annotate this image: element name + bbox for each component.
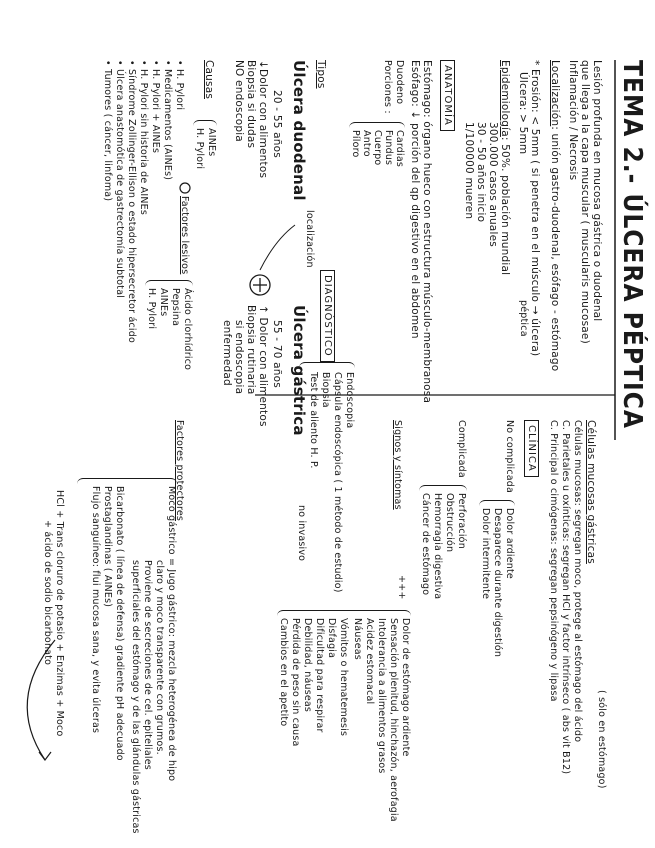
erosion-line: * Erosión: < 5mm ( si penetra en el músculo → úlcera): [529, 60, 541, 357]
factor-lesivo-3: AINEs: [158, 288, 169, 317]
localizacion-text: : unión gastro-duodenal, esófago - estómago: [549, 126, 561, 372]
signo-11: Cambios en el apetito: [278, 618, 289, 727]
tipos-localizacion-note: localización: [304, 210, 315, 268]
epidemiologia-line-1: [499, 60, 511, 275]
celulas-line-1: Células mucosas: segregan moco, protege al estómago del ácido: [572, 420, 583, 743]
gastrica-line-5: enfermedad: [221, 320, 233, 386]
no-complicada-item-3: Dolor intermitente: [480, 508, 491, 600]
no-complicada-item-1: Dolor ardiente: [504, 508, 515, 579]
complicada-item-3: Hemorragia digestiva: [432, 493, 443, 600]
signo-8: Dificultad para respirar: [314, 618, 325, 733]
page-title: TEMA 2.- ÚLCERA PÉPTICA: [617, 60, 647, 429]
causa-item-1: • H. Pylori: [174, 60, 185, 111]
causa-item-2: • Medicamentos (AINEs): [162, 60, 173, 181]
diagnostico-item-4: Test de aliento H. P.: [308, 372, 319, 469]
protector-6: Prostaglandinas ( AINEs): [102, 486, 113, 608]
porciones-brace: [349, 122, 405, 129]
ulcera-gastrica-title: Úlcera gástrica: [290, 305, 308, 436]
protector-5: Bicarbonato ( línea de defensa) gradiente pH adecuado: [114, 486, 125, 761]
causa-main-1: AINEs: [206, 128, 217, 157]
complicada-label: Complicada: [456, 420, 467, 478]
causa-item-6: • Úlcera anastomótica de gastrectomía subtotal: [114, 60, 125, 299]
porcion-antro: Antro: [361, 130, 372, 157]
causa-item-4: • H. Pylori sin historia de AINEs: [138, 60, 149, 216]
gastrica-line-2: ↑ Dolor con alimentos: [257, 305, 269, 427]
causa-item-7: • Tumores ( cáncer, linfoma): [102, 60, 113, 202]
diagnostico-endo-note: no invasivo: [296, 505, 307, 562]
intro-line-3: Inflamación / Necrosis: [567, 60, 579, 181]
diagnostico-item-2: Cápsula endoscópica ( 1 método de estudio): [332, 372, 343, 593]
signos-plus: +++: [396, 575, 407, 600]
duodenal-line-3: Biopsia si dudas: [245, 60, 257, 149]
duodeno-label: Duodeno: [394, 60, 405, 105]
causa-item-3: • H. Pylori + AINEs: [150, 60, 161, 154]
gastrica-line-3: Biopsia rutinaria: [245, 305, 257, 395]
epidemiologia-label: Epidemiología: [499, 60, 511, 137]
tipos-label: Tipos: [315, 60, 327, 89]
diagnostico-item-3: Biopsia: [320, 372, 331, 408]
gastrica-line-1: 55 - 70 años: [271, 320, 283, 388]
anatomia-line-2: Esófago: ↓ porción del qp digestivo en el abdomen: [409, 60, 421, 339]
localizacion-label: Localización: [549, 60, 561, 127]
signo-3: Intolerancia a alimentos grasos: [376, 618, 387, 774]
complicada-item-2: Obstrucción: [444, 493, 455, 553]
protector-1: Moco gástrico = Jugo gástrico: mezcla heterogénea de hipo: [166, 486, 177, 782]
clinica-box: CLÍNICA: [524, 420, 539, 477]
causas-brace: [193, 120, 217, 126]
porcion-fundus: Fundus: [383, 130, 394, 166]
celulas-note: ( sólo en estómago): [596, 690, 607, 789]
epidemiologia-line-4: 1/100000 mueren: [463, 122, 475, 220]
factor-lesivo-4: H. Pylori: [146, 288, 157, 330]
signos-brace: [277, 610, 411, 616]
causa-main-2: H. Pylori: [194, 128, 205, 170]
protector-4: superficiales del estómago y de las glándulas gástricas: [130, 560, 141, 834]
porcion-piloro: Píloro: [350, 130, 361, 158]
protector-2: claro y moco transparente con grumos.: [154, 560, 165, 755]
diagnostico-brace: [299, 362, 355, 369]
porcion-cardias: Cardias: [394, 130, 405, 168]
signo-6: Vómitos o hematemesis: [338, 618, 349, 737]
duodenal-line-2: ↓Dolor con alimentos: [257, 60, 269, 179]
causa-item-5: • Síndrome Zollinger-Ellison o estado hipersecretor ácido: [126, 60, 137, 343]
diagnostico-item-1: Endoscopia: [344, 372, 355, 429]
bicarb-line: + ácido de sodio bicarbonato: [42, 520, 53, 666]
celulas-label: Células mucosas gástricas: [585, 420, 597, 564]
diagnostico-box: DIAGNÓSTICO: [320, 270, 335, 362]
causas-label: Causas: [203, 60, 215, 99]
signos-label: Signos y síntomas: [392, 420, 403, 510]
localizacion: [549, 60, 561, 371]
duodenal-line-4: NO endoscopia: [233, 60, 245, 142]
hcl-line: HCl + Trans cloruro de potasio + Enzimas + Moco: [54, 490, 65, 737]
factor-lesivo-2: Pepsina: [170, 288, 181, 327]
signo-9: Debilidad, náuseas: [302, 618, 313, 713]
duodenal-line-1: 20 - 55 años: [271, 90, 283, 158]
porciones-label: Porciones :: [382, 60, 393, 114]
ulcera-size-line: Úlcera: > 5mm: [517, 72, 529, 155]
protector-3: Proviene de secreciones de cel. epiteliales: [142, 560, 153, 770]
epidemiologia-text-1: : 50%. población mundial: [499, 136, 511, 276]
factor-lesivo-1: Ácido clorhídrico: [182, 288, 193, 371]
no-complicada-brace: [479, 500, 515, 506]
complicada-item-4: Cáncer de estómago: [420, 493, 431, 596]
protector-7: Flujo sanguíneo: flui mucosa sana, y evita úlceras: [90, 486, 101, 734]
factores-protectores-brace: [77, 478, 177, 484]
no-complicada-item-2: Desaparece durante digestión: [492, 508, 503, 658]
porcion-cuerpo: Cuerpo: [372, 130, 383, 166]
complicada-brace: [419, 485, 467, 491]
anatomia-box: ANATOMÍA: [440, 60, 455, 131]
intro-line-1: Lesión profunda en mucosa gástrica o duodenal: [591, 60, 603, 322]
no-complicada-label: No complicada: [504, 420, 515, 494]
factores-lesivos-brace: [145, 280, 193, 286]
signo-2: Sensación plenitud, hinchazón, aerofagia: [388, 618, 399, 822]
ulcera-duodenal-title: Úlcera duodenal: [290, 60, 308, 201]
gastrica-line-4: si endoscopia: [233, 320, 245, 395]
factores-lesivos-label: Factores lesivos: [179, 196, 190, 275]
causas-header: [203, 60, 215, 99]
epidemiologia-line-3: 30 - 50 años inicio: [475, 122, 487, 223]
signo-4: Acidez estomacal: [364, 618, 375, 705]
signo-7: Disfagia: [326, 618, 337, 659]
celulas-line-2: C. Parietales u oxínticas: segregan HCl y factor intrínseco ( abs vit B12): [560, 420, 571, 775]
signo-5: Náuseas: [352, 618, 363, 660]
signo-10: Pérdida de peso sin causa: [290, 618, 301, 747]
intro-line-2: que llega a la capa muscular ( muscularis mucosae): [579, 60, 591, 344]
epidemiologia-line-2: 300.000 casos anuales: [487, 122, 499, 247]
factores-protectores-label: Factores protectores: [174, 420, 185, 522]
signo-1: Dolor de estómago ardiente: [400, 618, 411, 757]
peptica-note: péptica: [518, 300, 529, 337]
anatomia-line-1: Estómago: órgano hueco con estructura músculo-membranosa: [421, 60, 433, 404]
celulas-line-3: C. Principal o cimógenas: segregan pepsinógeno y lipasa: [548, 420, 559, 702]
complicada-item-1: Perforación: [456, 493, 467, 549]
